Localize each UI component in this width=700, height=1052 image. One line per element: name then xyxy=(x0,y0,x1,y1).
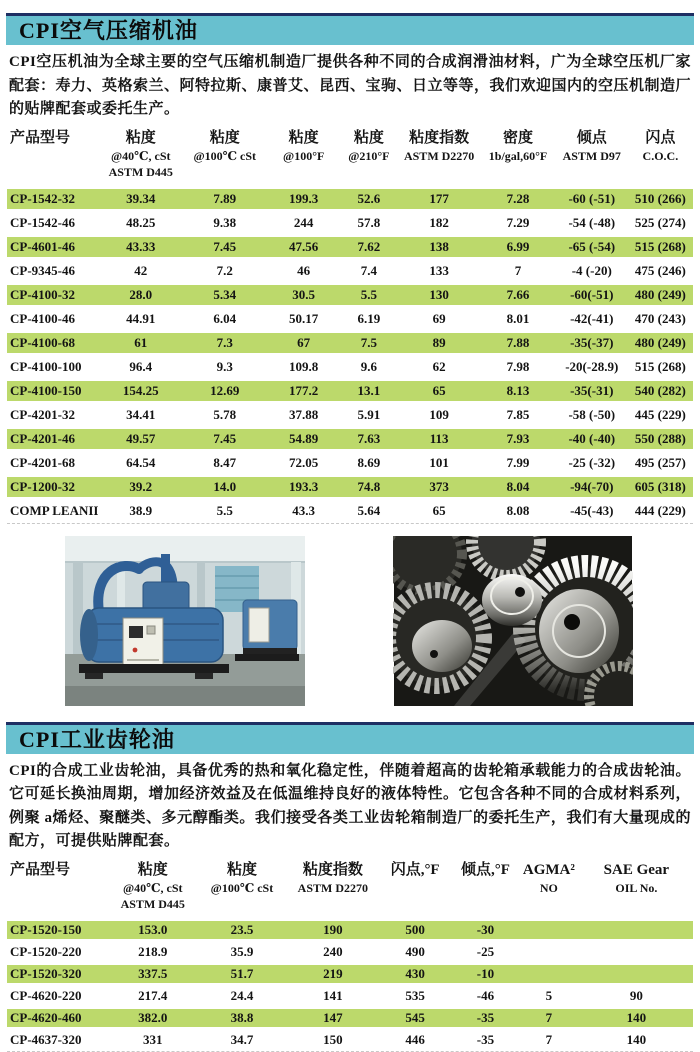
value-cell: 6.99 xyxy=(480,235,555,259)
value-cell: 28.0 xyxy=(100,283,182,307)
value-cell: 7.93 xyxy=(480,427,555,451)
column-header: 倾点 ASTM D97 xyxy=(562,129,621,163)
value-cell xyxy=(518,919,580,941)
column-header: 粘度 @40℃, cSt ASTM D445 xyxy=(108,129,173,179)
value-cell: -4 (-20) xyxy=(556,259,628,283)
value-cell: 72.05 xyxy=(268,451,340,475)
column-header: 粘度 @100°F xyxy=(283,129,325,163)
intro-gear-oil: CPI的合成工业齿轮油，具备优秀的热和氧化稳定性，伴随着超高的齿轮箱承载能力的合成齿轮油。它可延长换油周期，增加经济效益及在低温维持良好的液体特性。它包含各种不同的合成材料系列，例聚 a烯烃、聚醚类、多元醇酯类。我们接受各类工业齿轮箱制造厂的委托生产，我们有大量现成的配方，可提供贴牌配套。 xyxy=(9,762,692,849)
table-header-row xyxy=(7,858,693,919)
value-cell: 65 xyxy=(398,499,480,523)
value-cell: 153.0 xyxy=(110,919,196,941)
intro-compressor-oil: CPI空压机油为全球主要的空气压缩机制造厂提供各种不同的合成润滑油材料，广为全球空压机厂家配套：寿力、英格索兰、阿特拉斯、康普艾、昆西、宝驹、日立等等，我们欢迎国内的空压机制造厂的贴牌配套或委托生产。 xyxy=(9,54,692,117)
column-header: SAE Gear OIL No. xyxy=(603,861,670,895)
value-cell: 7.45 xyxy=(182,427,268,451)
value-cell: 244 xyxy=(268,211,340,235)
value-cell: -35 xyxy=(453,1007,518,1029)
product-model-cell: CP-9345-46 xyxy=(7,259,100,283)
value-cell xyxy=(518,941,580,963)
value-cell: 13.1 xyxy=(340,379,398,403)
table-row xyxy=(7,919,693,941)
value-cell: 190 xyxy=(288,919,377,941)
value-cell: 7.45 xyxy=(182,235,268,259)
product-model-cell: CP-1200-32 xyxy=(7,475,100,499)
column-header: 粘度指数 ASTM D2270 xyxy=(403,129,475,163)
column-header: AGMA² NO xyxy=(522,861,575,895)
value-cell: 7.4 xyxy=(340,259,398,283)
table-row xyxy=(7,379,693,403)
value-cell: 42 xyxy=(100,259,182,283)
product-model-cell: CP-1520-150 xyxy=(7,919,110,941)
value-cell: 7.3 xyxy=(182,331,268,355)
value-cell: 47.56 xyxy=(268,235,340,259)
value-cell: -25 xyxy=(453,941,518,963)
value-cell: 23.5 xyxy=(196,919,289,941)
value-cell: 133 xyxy=(398,259,480,283)
value-cell: 470 (243) xyxy=(628,307,693,331)
product-model-cell: CP-4620-460 xyxy=(7,1007,110,1029)
value-cell: 182 xyxy=(398,211,480,235)
section-title-gear-oil: CPI工业齿轮油 xyxy=(6,722,694,754)
value-cell: 475 (246) xyxy=(628,259,693,283)
value-cell: 96.4 xyxy=(100,355,182,379)
value-cell: 140 xyxy=(580,1007,693,1029)
value-cell: 219 xyxy=(288,963,377,985)
product-model-cell: CP-4100-150 xyxy=(7,379,100,403)
value-cell: -35(-31) xyxy=(556,379,628,403)
value-cell: 130 xyxy=(398,283,480,307)
value-cell: 54.89 xyxy=(268,427,340,451)
value-cell: 38.9 xyxy=(100,499,182,523)
column-header: 产品型号 xyxy=(10,129,71,146)
table-row xyxy=(7,259,693,283)
value-cell: 7 xyxy=(480,259,555,283)
value-cell: 43.33 xyxy=(100,235,182,259)
value-cell: -60(-51) xyxy=(556,283,628,307)
table-row xyxy=(7,1007,693,1029)
gear-oil-table xyxy=(7,858,693,1052)
value-cell: 37.88 xyxy=(268,403,340,427)
value-cell: 50.17 xyxy=(268,307,340,331)
column-header: 粘度指数 ASTM D2270 xyxy=(297,861,368,895)
product-model-cell: CP-1542-32 xyxy=(7,187,100,211)
value-cell: 5 xyxy=(518,985,580,1007)
column-header: 粘度 @40℃, cSt ASTM D445 xyxy=(120,861,185,911)
value-cell: 8.47 xyxy=(182,451,268,475)
table-row xyxy=(7,499,693,523)
value-cell: 12.69 xyxy=(182,379,268,403)
product-model-cell: CP-4201-32 xyxy=(7,403,100,427)
table-row xyxy=(7,355,693,379)
product-model-cell: COMP LEANII xyxy=(7,499,100,523)
column-header: 密度 1b/gal,60°F xyxy=(488,129,548,163)
value-cell: 7.63 xyxy=(340,427,398,451)
value-cell: 446 xyxy=(377,1029,452,1051)
value-cell: 34.41 xyxy=(100,403,182,427)
value-cell: 9.6 xyxy=(340,355,398,379)
value-cell: 510 (266) xyxy=(628,187,693,211)
value-cell: 57.8 xyxy=(340,211,398,235)
value-cell: 7.66 xyxy=(480,283,555,307)
photo-row xyxy=(65,536,700,706)
value-cell: 480 (249) xyxy=(628,283,693,307)
value-cell: 5.91 xyxy=(340,403,398,427)
value-cell: 51.7 xyxy=(196,963,289,985)
value-cell: 8.08 xyxy=(480,499,555,523)
value-cell: 65 xyxy=(398,379,480,403)
value-cell: 138 xyxy=(398,235,480,259)
value-cell: 535 xyxy=(377,985,452,1007)
value-cell: 9.3 xyxy=(182,355,268,379)
value-cell: 89 xyxy=(398,331,480,355)
value-cell: 141 xyxy=(288,985,377,1007)
product-model-cell: CP-4637-320 xyxy=(7,1029,110,1051)
value-cell: 199.3 xyxy=(268,187,340,211)
table-row xyxy=(7,963,693,985)
value-cell: 545 xyxy=(377,1007,452,1029)
value-cell: 445 (229) xyxy=(628,403,693,427)
compressor-oil-table xyxy=(7,126,693,524)
value-cell xyxy=(518,963,580,985)
value-cell: -42(-41) xyxy=(556,307,628,331)
value-cell: 64.54 xyxy=(100,451,182,475)
table-header-row xyxy=(7,126,693,187)
section-title-compressor-oil: CPI空气压缩机油 xyxy=(6,13,694,45)
value-cell: -60 (-51) xyxy=(556,187,628,211)
table-row xyxy=(7,475,693,499)
column-header: 产品型号 xyxy=(10,861,71,878)
product-model-cell: CP-4201-46 xyxy=(7,427,100,451)
value-cell: 113 xyxy=(398,427,480,451)
value-cell: 240 xyxy=(288,941,377,963)
value-cell: 14.0 xyxy=(182,475,268,499)
value-cell: 38.8 xyxy=(196,1007,289,1029)
value-cell: 7.29 xyxy=(480,211,555,235)
value-cell: 154.25 xyxy=(100,379,182,403)
value-cell xyxy=(580,941,693,963)
value-cell: 515 (268) xyxy=(628,235,693,259)
value-cell: 48.25 xyxy=(100,211,182,235)
value-cell: -35(-37) xyxy=(556,331,628,355)
table-row xyxy=(7,211,693,235)
value-cell: 24.4 xyxy=(196,985,289,1007)
value-cell: 7.89 xyxy=(182,187,268,211)
value-cell: 490 xyxy=(377,941,452,963)
value-cell: 69 xyxy=(398,307,480,331)
value-cell: 35.9 xyxy=(196,941,289,963)
column-header: 倾点,°F xyxy=(460,861,510,878)
value-cell: 7.2 xyxy=(182,259,268,283)
value-cell: 9.38 xyxy=(182,211,268,235)
value-cell: 61 xyxy=(100,331,182,355)
product-model-cell: CP-1520-220 xyxy=(7,941,110,963)
value-cell: 331 xyxy=(110,1029,196,1051)
value-cell: 5.78 xyxy=(182,403,268,427)
value-cell: 7.85 xyxy=(480,403,555,427)
value-cell: 6.19 xyxy=(340,307,398,331)
value-cell: 6.04 xyxy=(182,307,268,331)
table-row xyxy=(7,187,693,211)
value-cell: 7.5 xyxy=(340,331,398,355)
compressor-photo xyxy=(65,536,305,706)
value-cell: 177.2 xyxy=(268,379,340,403)
value-cell: -45(-43) xyxy=(556,499,628,523)
product-model-cell: CP-4100-46 xyxy=(7,307,100,331)
gears-photo xyxy=(393,536,633,706)
value-cell: 7 xyxy=(518,1029,580,1051)
value-cell: -30 xyxy=(453,919,518,941)
value-cell: 217.4 xyxy=(110,985,196,1007)
table-row xyxy=(7,307,693,331)
value-cell: -20(-28.9) xyxy=(556,355,628,379)
value-cell: -40 (-40) xyxy=(556,427,628,451)
value-cell: -58 (-50) xyxy=(556,403,628,427)
value-cell: 5.34 xyxy=(182,283,268,307)
value-cell: 8.01 xyxy=(480,307,555,331)
table-row xyxy=(7,451,693,475)
product-model-cell: CP-4100-100 xyxy=(7,355,100,379)
value-cell: 7.88 xyxy=(480,331,555,355)
value-cell: 7 xyxy=(518,1007,580,1029)
value-cell: -94(-70) xyxy=(556,475,628,499)
value-cell xyxy=(580,919,693,941)
value-cell: 525 (274) xyxy=(628,211,693,235)
value-cell xyxy=(580,963,693,985)
table-row xyxy=(7,941,693,963)
value-cell: 7.98 xyxy=(480,355,555,379)
value-cell: 495 (257) xyxy=(628,451,693,475)
value-cell: 550 (288) xyxy=(628,427,693,451)
table-row xyxy=(7,1029,693,1051)
column-header: 闪点 C.O.C. xyxy=(642,129,679,163)
value-cell: 90 xyxy=(580,985,693,1007)
value-cell: 67 xyxy=(268,331,340,355)
value-cell: 109 xyxy=(398,403,480,427)
value-cell: 540 (282) xyxy=(628,379,693,403)
value-cell: 30.5 xyxy=(268,283,340,307)
value-cell: 444 (229) xyxy=(628,499,693,523)
value-cell: 147 xyxy=(288,1007,377,1029)
value-cell: 373 xyxy=(398,475,480,499)
value-cell: 62 xyxy=(398,355,480,379)
column-header: 闪点,°F xyxy=(390,861,440,878)
value-cell: 193.3 xyxy=(268,475,340,499)
value-cell: 515 (268) xyxy=(628,355,693,379)
value-cell: 5.5 xyxy=(340,283,398,307)
value-cell: -10 xyxy=(453,963,518,985)
table-row xyxy=(7,331,693,355)
column-header: 粘度 @210°F xyxy=(348,129,390,163)
value-cell: 218.9 xyxy=(110,941,196,963)
product-model-cell: CP-4620-220 xyxy=(7,985,110,1007)
value-cell: 8.69 xyxy=(340,451,398,475)
column-header: 粘度 @100℃ cSt xyxy=(210,861,274,895)
product-model-cell: CP-4601-46 xyxy=(7,235,100,259)
value-cell: 39.34 xyxy=(100,187,182,211)
table-row xyxy=(7,283,693,307)
value-cell: 605 (318) xyxy=(628,475,693,499)
value-cell: 337.5 xyxy=(110,963,196,985)
value-cell: -65 (-54) xyxy=(556,235,628,259)
value-cell: 101 xyxy=(398,451,480,475)
value-cell: 430 xyxy=(377,963,452,985)
value-cell: 480 (249) xyxy=(628,331,693,355)
value-cell: 5.64 xyxy=(340,499,398,523)
value-cell: 49.57 xyxy=(100,427,182,451)
product-model-cell: CP-1542-46 xyxy=(7,211,100,235)
value-cell: 74.8 xyxy=(340,475,398,499)
value-cell: 8.04 xyxy=(480,475,555,499)
value-cell: 52.6 xyxy=(340,187,398,211)
value-cell: 46 xyxy=(268,259,340,283)
value-cell: -35 xyxy=(453,1029,518,1051)
value-cell: 177 xyxy=(398,187,480,211)
table-row xyxy=(7,235,693,259)
value-cell: 39.2 xyxy=(100,475,182,499)
value-cell: -25 (-32) xyxy=(556,451,628,475)
product-model-cell: CP-4100-68 xyxy=(7,331,100,355)
value-cell: 44.91 xyxy=(100,307,182,331)
value-cell: 382.0 xyxy=(110,1007,196,1029)
table-row xyxy=(7,427,693,451)
value-cell: 5.5 xyxy=(182,499,268,523)
value-cell: 150 xyxy=(288,1029,377,1051)
value-cell: 7.28 xyxy=(480,187,555,211)
product-model-cell: CP-4100-32 xyxy=(7,283,100,307)
table-row xyxy=(7,403,693,427)
value-cell: 8.13 xyxy=(480,379,555,403)
value-cell: 7.62 xyxy=(340,235,398,259)
value-cell: 140 xyxy=(580,1029,693,1051)
value-cell: -46 xyxy=(453,985,518,1007)
value-cell: 500 xyxy=(377,919,452,941)
product-model-cell: CP-4201-68 xyxy=(7,451,100,475)
value-cell: 34.7 xyxy=(196,1029,289,1051)
product-model-cell: CP-1520-320 xyxy=(7,963,110,985)
table-row xyxy=(7,985,693,1007)
column-header: 粘度 @100℃ cSt xyxy=(193,129,257,163)
value-cell: 109.8 xyxy=(268,355,340,379)
value-cell: 7.99 xyxy=(480,451,555,475)
value-cell: -54 (-48) xyxy=(556,211,628,235)
value-cell: 43.3 xyxy=(268,499,340,523)
